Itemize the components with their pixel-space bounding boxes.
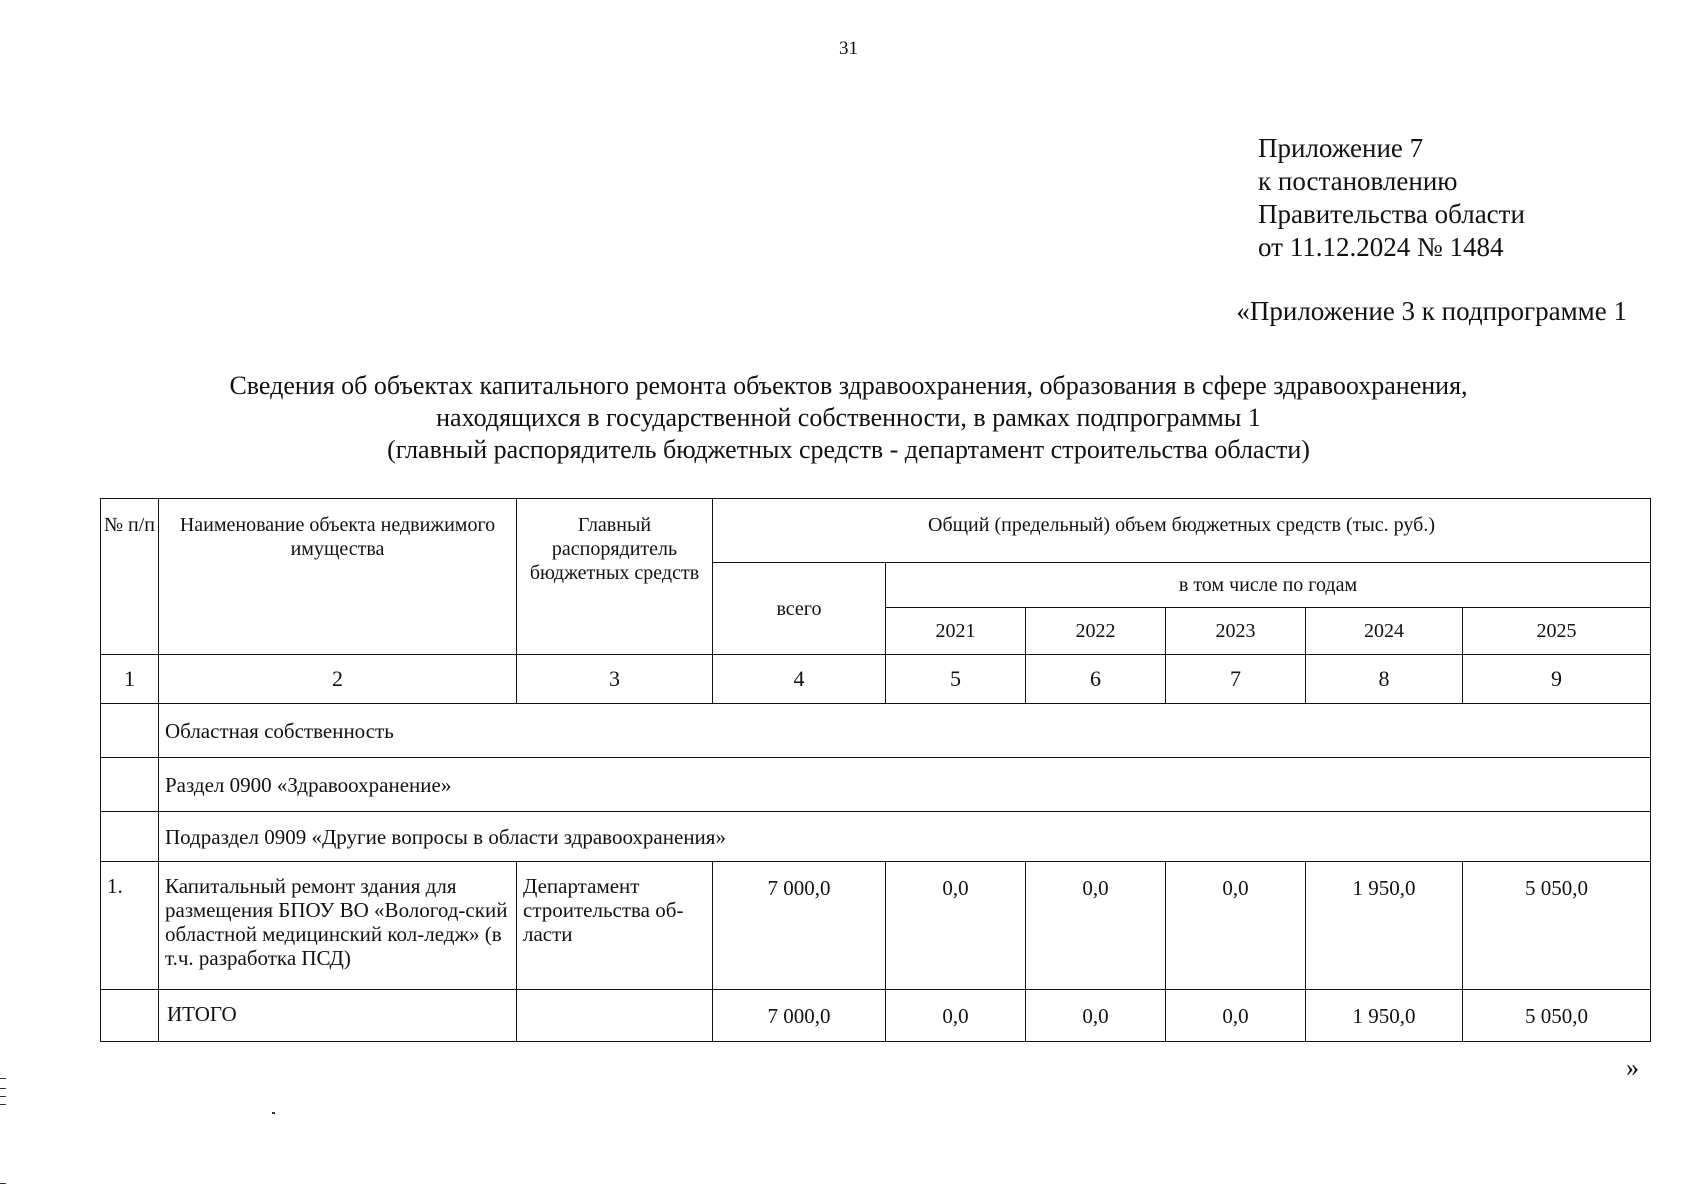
total-2023: 0,0: [1166, 990, 1306, 1042]
header-year-2024: 2024: [1306, 608, 1463, 655]
scan-mark: [0, 1183, 6, 1184]
row-2022: 0,0: [1026, 862, 1166, 990]
closing-quote: »: [1626, 1053, 1639, 1082]
header-year-2022: 2022: [1026, 608, 1166, 655]
row-object-name: Капитальный ремонт здания для размещения БПОУ ВО «Вологод-ский областной медицинский кол-ледж» (в т.ч. разработка ПСД): [159, 862, 517, 990]
scan-mark: [0, 1078, 6, 1079]
total-2025: 5 050,0: [1463, 990, 1651, 1042]
column-number: 7: [1166, 655, 1306, 704]
scan-mark: [272, 1112, 275, 1114]
appendix-line-1: Приложение 7: [1258, 133, 1424, 163]
scan-mark: [0, 1088, 6, 1089]
document-title: [0, 370, 1697, 466]
column-numbers-row: [101, 655, 1651, 704]
header-year-2021: 2021: [886, 608, 1026, 655]
total-2022: 0,0: [1026, 990, 1166, 1042]
appendix-line-3: Правительства области: [1258, 199, 1525, 229]
appendix-line-2: к постановлению: [1258, 166, 1458, 196]
capital-repair-table: [100, 498, 1651, 1042]
header-object-name: Наименование объекта недвижимого имущества: [159, 499, 517, 655]
total-row: [101, 990, 1651, 1042]
header-by-years: в том числе по годам: [886, 563, 1651, 608]
column-number: 6: [1026, 655, 1166, 704]
section-row: [101, 812, 1651, 862]
section-row: [101, 758, 1651, 812]
appendix-reference: «Приложение 3 к подпрограмме 1: [1236, 296, 1627, 326]
row-2024: 1 950,0: [1306, 862, 1463, 990]
title-line-1: Сведения об объектах капитального ремонта объектов здравоохранения, образования в сфере здравоохранения,: [229, 371, 1468, 400]
title-line-2: находящихся в государственной собственности, в рамках подпрограммы 1: [436, 403, 1261, 432]
scan-mark: [0, 1096, 6, 1097]
appendix-block: [1258, 132, 1525, 264]
row-number: 1.: [101, 862, 159, 990]
total-sum: 7 000,0: [713, 990, 886, 1042]
section-title: Раздел 0900 «Здравоохранение»: [159, 758, 1651, 812]
page-number: 31: [839, 38, 858, 59]
header-budget-manager: Главный распорядитель бюджетных средств: [517, 499, 713, 655]
section-title: Подраздел 0909 «Другие вопросы в области здравоохранения»: [159, 812, 1651, 862]
header-year-2025: 2025: [1463, 608, 1651, 655]
row-2021: 0,0: [886, 862, 1026, 990]
table-row: [101, 862, 1651, 990]
header-total: всего: [713, 563, 886, 655]
column-number: 8: [1306, 655, 1463, 704]
total-label: ИТОГО: [159, 990, 517, 1042]
header-num: № п/п: [101, 499, 159, 655]
header-year-2023: 2023: [1166, 608, 1306, 655]
section-row: [101, 704, 1651, 758]
row-2023: 0,0: [1166, 862, 1306, 990]
scan-mark: [0, 1104, 6, 1105]
column-number: 9: [1463, 655, 1651, 704]
title-line-3: (главный распорядитель бюджетных средств - департамент строительства области): [387, 435, 1310, 464]
column-number: 2: [159, 655, 517, 704]
column-number: 4: [713, 655, 886, 704]
header-budget-volume: Общий (предельный) объем бюджетных средств (тыс. руб.): [713, 499, 1651, 563]
section-title: Областная собственность: [159, 704, 1651, 758]
column-number: 1: [101, 655, 159, 704]
row-total: 7 000,0: [713, 862, 886, 990]
total-2021: 0,0: [886, 990, 1026, 1042]
row-2025: 5 050,0: [1463, 862, 1651, 990]
row-budget-manager: Департамент строительства об-ласти: [517, 862, 713, 990]
total-2024: 1 950,0: [1306, 990, 1463, 1042]
column-number: 3: [517, 655, 713, 704]
column-number: 5: [886, 655, 1026, 704]
appendix-line-4: от 11.12.2024 № 1484: [1258, 232, 1504, 262]
